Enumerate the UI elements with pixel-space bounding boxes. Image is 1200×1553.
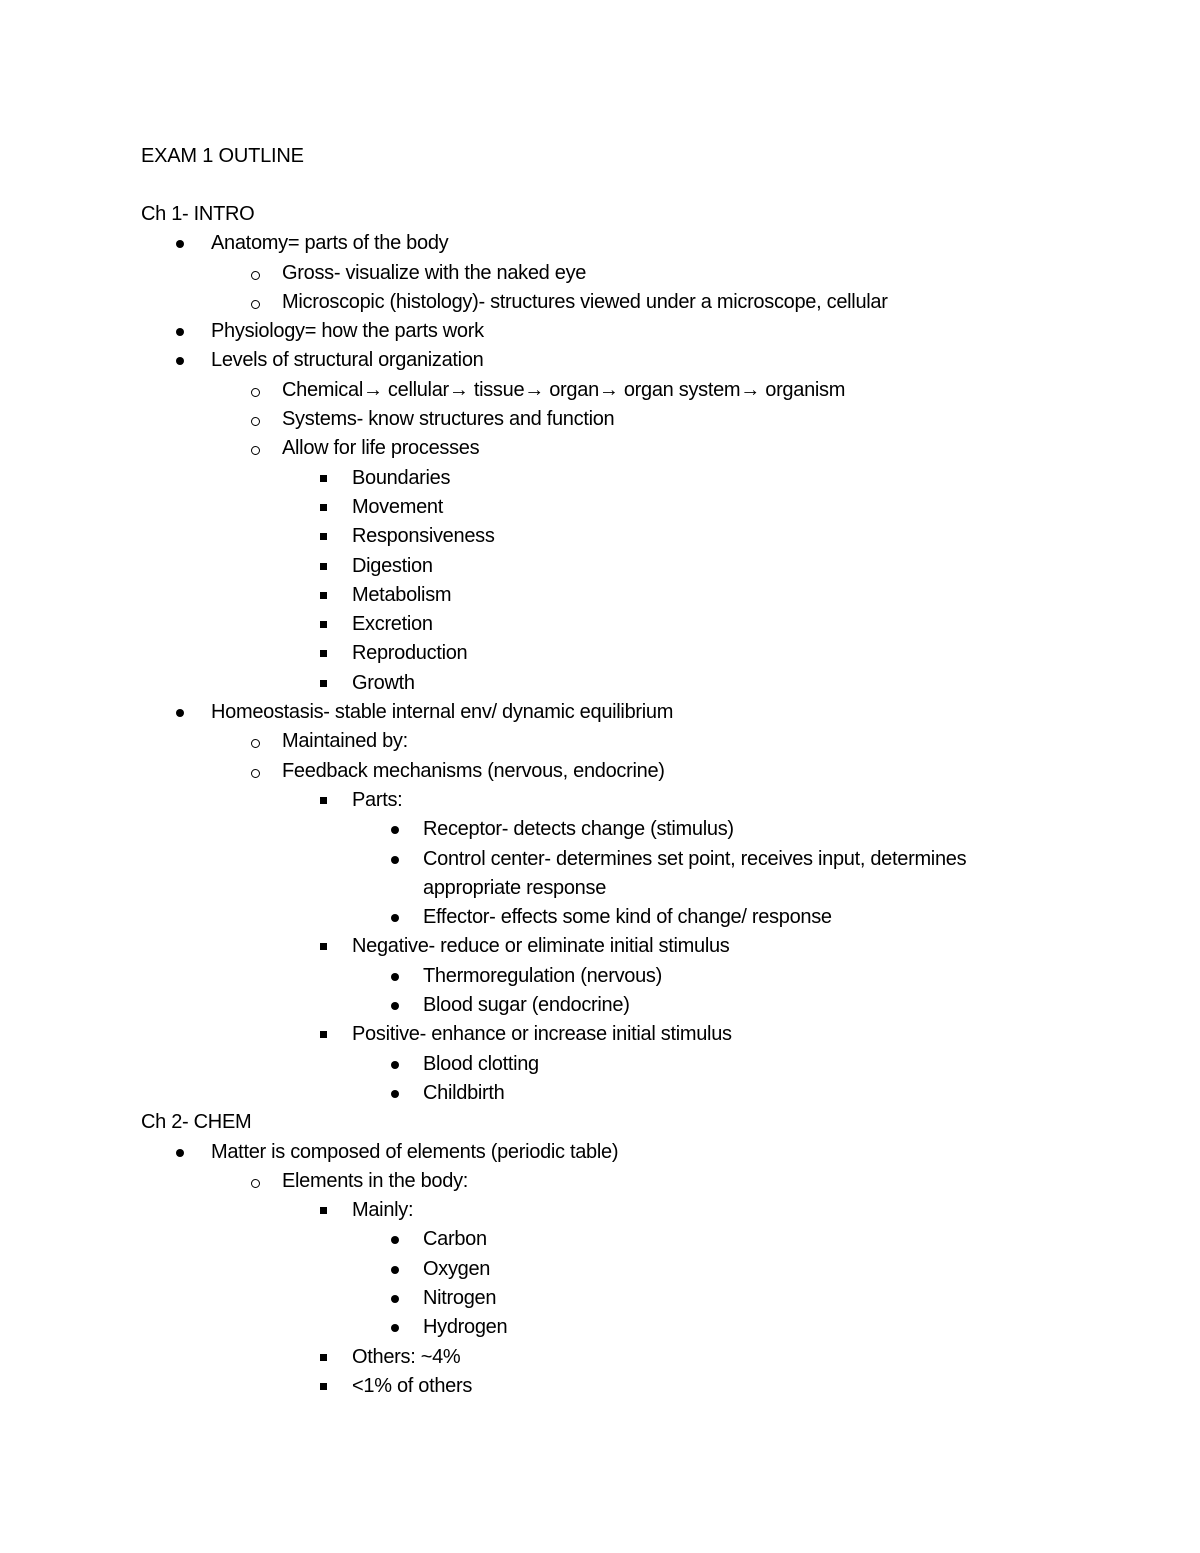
page-title: EXAM 1 OUTLINE bbox=[141, 145, 304, 167]
outline-item bbox=[0, 993, 1200, 1022]
outline-item-text: Growth bbox=[352, 671, 415, 694]
outline-item bbox=[0, 231, 1200, 260]
bullet-circle-icon bbox=[243, 261, 267, 280]
bullet-circle-icon bbox=[243, 378, 267, 397]
outline-item-text: Control center- determines set point, receives input, determines bbox=[423, 847, 967, 870]
bullet-square-icon bbox=[311, 934, 335, 950]
bullet-dot-icon bbox=[383, 905, 407, 922]
bullet-circle-icon bbox=[243, 290, 267, 309]
bullet-dot-icon bbox=[383, 817, 407, 834]
bullet-dot-icon bbox=[383, 1227, 407, 1244]
bullet-square-icon bbox=[311, 1198, 335, 1214]
bullet-square-icon bbox=[311, 788, 335, 804]
outline-item-text: Oxygen bbox=[423, 1257, 491, 1280]
bullet-square-icon bbox=[311, 1022, 335, 1038]
outline-item bbox=[0, 1227, 1200, 1256]
bullet-dot-icon bbox=[168, 1140, 192, 1157]
outline-item-text: Positive- enhance or increase initial stimulus bbox=[352, 1023, 732, 1046]
outline-item-text: Blood clotting bbox=[423, 1052, 539, 1075]
outline-item bbox=[0, 1052, 1200, 1081]
outline-item-text: Excretion bbox=[352, 613, 433, 636]
outline-item bbox=[0, 847, 1200, 876]
outline-item-text: Receptor- detects change (stimulus) bbox=[423, 818, 734, 841]
outline-item-text: Microscopic (histology)- structures viewed under a microscope, cellular bbox=[282, 290, 888, 313]
outline-item-text: Blood sugar (endocrine) bbox=[423, 994, 630, 1017]
section-heading bbox=[0, 1110, 1200, 1139]
outline-item bbox=[0, 788, 1200, 817]
bullet-square-icon bbox=[311, 524, 335, 540]
outline-item-text: appropriate response bbox=[423, 876, 607, 899]
bullet-dot-icon bbox=[383, 1081, 407, 1098]
outline-item bbox=[0, 583, 1200, 612]
bullet-square-icon bbox=[311, 583, 335, 599]
bullet-square-icon bbox=[311, 466, 335, 482]
outline-item-text: Elements in the body: bbox=[282, 1169, 469, 1192]
outline-item-text: Gross- visualize with the naked eye bbox=[282, 261, 587, 284]
bullet-dot-icon bbox=[383, 1052, 407, 1069]
outline-item bbox=[0, 1286, 1200, 1315]
section-heading bbox=[0, 202, 1200, 231]
outline-item-text: Chemical→ cellular→ tissue→ organ→ organ system→ organism bbox=[282, 378, 846, 401]
outline-item-text: Negative- reduce or eliminate initial stimulus bbox=[352, 935, 730, 958]
outline-item-text: <1% of others bbox=[352, 1374, 473, 1397]
outline-item-text: Physiology= how the parts work bbox=[211, 320, 484, 343]
bullet-dot-icon bbox=[383, 1257, 407, 1274]
bullet-square-icon bbox=[311, 641, 335, 657]
outline-item bbox=[0, 817, 1200, 846]
outline-item-text: Levels of structural organization bbox=[211, 349, 484, 372]
bullet-dot-icon bbox=[383, 1315, 407, 1332]
bullet-dot-icon bbox=[383, 847, 407, 864]
bullet-square-icon bbox=[311, 554, 335, 570]
outline-item-text: Boundaries bbox=[352, 466, 451, 489]
outline-item-text: Hydrogen bbox=[423, 1316, 508, 1339]
outline-item-text: Others: ~4% bbox=[352, 1345, 461, 1368]
outline-item bbox=[0, 554, 1200, 583]
outline-item bbox=[0, 1315, 1200, 1344]
outline-item bbox=[0, 319, 1200, 348]
bullet-dot-icon bbox=[168, 700, 192, 717]
outline-item bbox=[0, 729, 1200, 758]
outline-item bbox=[0, 759, 1200, 788]
outline-item-text: Carbon bbox=[423, 1228, 487, 1251]
outline-item bbox=[0, 1081, 1200, 1110]
bullet-square-icon bbox=[311, 1345, 335, 1361]
outline-item bbox=[0, 876, 1200, 905]
outline-item bbox=[0, 466, 1200, 495]
outline-item bbox=[0, 524, 1200, 553]
outline-item-text: Reproduction bbox=[352, 642, 468, 665]
outline-item bbox=[0, 1169, 1200, 1198]
outline-item bbox=[0, 700, 1200, 729]
outline-item bbox=[0, 348, 1200, 377]
outline-item bbox=[0, 641, 1200, 670]
outline-item bbox=[0, 612, 1200, 641]
bullet-dot-icon bbox=[168, 319, 192, 336]
outline-item bbox=[0, 1140, 1200, 1169]
bullet-dot-icon bbox=[168, 231, 192, 248]
outline-item bbox=[0, 1022, 1200, 1051]
bullet-dot-icon bbox=[383, 1286, 407, 1303]
outline-item-text: Childbirth bbox=[423, 1081, 505, 1104]
outline-item bbox=[0, 436, 1200, 465]
outline-item-text: Digestion bbox=[352, 554, 433, 577]
outline-item bbox=[0, 671, 1200, 700]
bullet-dot-icon bbox=[383, 993, 407, 1010]
outline-item-text: Maintained by: bbox=[282, 730, 408, 753]
outline-item-text: Effector- effects some kind of change/ response bbox=[423, 906, 832, 929]
outline-item bbox=[0, 905, 1200, 934]
outline-item bbox=[0, 1374, 1200, 1403]
outline-item bbox=[0, 1198, 1200, 1227]
outline-item bbox=[0, 1345, 1200, 1374]
outline-item-text: Allow for life processes bbox=[282, 437, 480, 460]
bullet-circle-icon bbox=[243, 407, 267, 426]
outline-item-text: Thermoregulation (nervous) bbox=[423, 964, 662, 987]
outline-item bbox=[0, 1257, 1200, 1286]
bullet-circle-icon bbox=[243, 436, 267, 455]
outline-item-text: Metabolism bbox=[352, 583, 452, 606]
outline-item-text: Mainly: bbox=[352, 1199, 414, 1222]
outline-item-text: Homeostasis- stable internal env/ dynamic equilibrium bbox=[211, 701, 674, 724]
outline-item bbox=[0, 495, 1200, 524]
outline-item bbox=[0, 261, 1200, 290]
outline-item bbox=[0, 964, 1200, 993]
outline-item bbox=[0, 407, 1200, 436]
outline-list bbox=[0, 202, 1200, 1403]
outline-item-text: Parts: bbox=[352, 788, 403, 811]
outline-item-text: Nitrogen bbox=[423, 1286, 497, 1309]
outline-item-text: Matter is composed of elements (periodic table) bbox=[211, 1140, 619, 1163]
bullet-dot-icon bbox=[168, 348, 192, 365]
bullet-square-icon bbox=[311, 671, 335, 687]
outline-item bbox=[0, 290, 1200, 319]
outline-item-text: Ch 2- CHEM bbox=[141, 1111, 252, 1134]
bullet-circle-icon bbox=[243, 729, 267, 748]
outline-item-text: Feedback mechanisms (nervous, endocrine) bbox=[282, 759, 665, 782]
outline-item-text: Ch 1- INTRO bbox=[141, 203, 255, 225]
outline-item-text: Anatomy= parts of the body bbox=[211, 232, 449, 255]
bullet-circle-icon bbox=[243, 1169, 267, 1188]
bullet-dot-icon bbox=[383, 964, 407, 981]
outline-item-text: Movement bbox=[352, 495, 443, 518]
outline-item bbox=[0, 934, 1200, 963]
bullet-square-icon bbox=[311, 1374, 335, 1390]
outline-item-text: Systems- know structures and function bbox=[282, 408, 615, 431]
bullet-square-icon bbox=[311, 612, 335, 628]
bullet-circle-icon bbox=[243, 759, 267, 778]
outline-item bbox=[0, 378, 1200, 407]
outline-item-text: Responsiveness bbox=[352, 525, 495, 548]
bullet-square-icon bbox=[311, 495, 335, 511]
